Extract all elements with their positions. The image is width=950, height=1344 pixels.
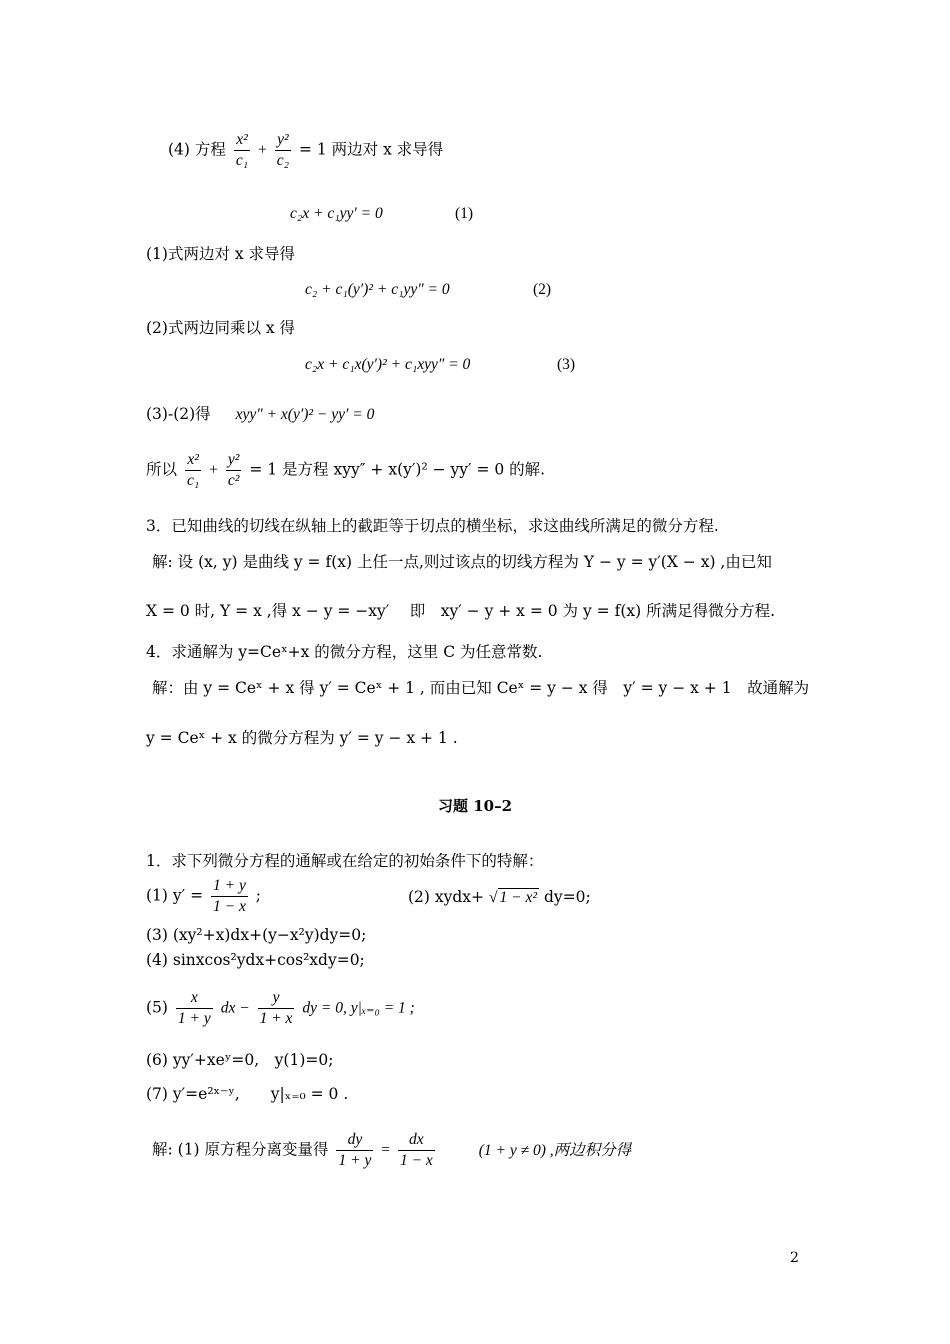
- denominator: c₁: [186, 472, 200, 489]
- denominator: c₁: [235, 152, 249, 169]
- equation-2: c₂ + c₁(y′)² + c₁yy″ = 0: [305, 281, 450, 298]
- numerator: x: [176, 988, 213, 1009]
- numerator: x²: [185, 450, 201, 471]
- text: (5): [146, 998, 168, 1017]
- text: (1) y′ =: [146, 886, 204, 905]
- text: (1 + y ≠ 0) ,两边积分得: [478, 1141, 632, 1159]
- denominator: 1 + x: [259, 1010, 293, 1027]
- numerator: 1 + y: [211, 876, 248, 897]
- solution-1-line: [152, 1130, 631, 1171]
- radicand: 1 − x²: [499, 889, 537, 906]
- denominator: 1 + y: [338, 1152, 372, 1169]
- plus-sign: +: [209, 461, 218, 479]
- conclusion-line: [146, 450, 545, 491]
- solution-text: 解：由 y = Ceˣ + x 得 y′ = Ceˣ + 1 , 而由已知 Ceˣ = y − x 得 y′ = y − x + 1 故通解为: [152, 679, 810, 697]
- text: = 1 是方程 xyy″ + x(y′)² − yy′ = 0 的解.: [249, 460, 546, 479]
- denominator: c₂: [276, 152, 290, 169]
- denominator: 1 + y: [177, 1010, 211, 1027]
- text: (4) 方程: [168, 140, 226, 159]
- exercise-2: [408, 887, 591, 908]
- fraction: [336, 1130, 373, 1171]
- text: = 1 两边对 x 求导得: [298, 140, 444, 159]
- numerator: dy: [336, 1130, 373, 1151]
- exercise-1: [146, 876, 261, 917]
- fraction: [211, 876, 248, 917]
- page-number: 2: [790, 1250, 799, 1266]
- section-title: 习题 10–2: [437, 797, 513, 815]
- numerator: y²: [275, 130, 291, 151]
- solution-text: X = 0 时, Y = x ,得 x − y = −xy′ 即 xy′ − y + x = 0 为 y = f(x) 所满足得微分方程.: [146, 602, 776, 620]
- text: 所以: [146, 460, 178, 479]
- exercise-6: (6) yy′+xeʸ=0, y(1)=0;: [146, 1051, 334, 1069]
- equation-3: c₂x + c₁x(y′)² + c₁xyy″ = 0: [305, 356, 471, 373]
- exercise-4: (4) sinxcos²ydx+cos²xdy=0;: [146, 951, 365, 969]
- denominator: 1 − x: [213, 898, 246, 915]
- exercise-3: (3) (xy²+x)dx+(y−x²y)dy=0;: [146, 926, 367, 944]
- problem-3: 3．已知曲线的切线在纵轴上的截距等于切点的横坐标，求这曲线所满足的微分方程.: [146, 517, 719, 535]
- text: dy = 0, y|ₓ₌₀ = 1 ;: [302, 999, 415, 1017]
- plus-sign: +: [258, 141, 267, 159]
- text: (2) xydx+: [408, 888, 485, 906]
- question-1: 1．求下列微分方程的通解或在给定的初始条件下的特解：: [146, 852, 544, 870]
- text: (3)-(2)得: [146, 405, 211, 423]
- text-line: (1)式两边对 x 求导得: [146, 245, 296, 263]
- problem-4: 4．求通解为 y=Ceˣ+x 的微分方程，这里 C 为任意常数.: [146, 643, 543, 661]
- denominator: c²: [227, 472, 240, 489]
- denominator: 1 − x: [399, 1152, 433, 1169]
- fraction: [275, 130, 291, 171]
- solution-text: y = Ceˣ + x 的微分方程为 y′ = y − x + 1 .: [146, 729, 458, 747]
- equation-tag-1: (1): [455, 205, 474, 222]
- exercise-5: [146, 988, 415, 1029]
- numerator: x²: [234, 130, 250, 151]
- derived-equation-line: [146, 404, 374, 425]
- text: 解: (1) 原方程分离变量得: [152, 1140, 329, 1159]
- sqrt-icon: √: [488, 889, 498, 906]
- fraction: [258, 988, 295, 1029]
- fraction: [398, 1130, 435, 1171]
- equals-sign: =: [381, 1141, 391, 1159]
- fraction: [176, 988, 213, 1029]
- text: dy=0;: [543, 888, 591, 906]
- text-line: (2)式两边同乘以 x 得: [146, 319, 296, 337]
- solution-text: 解: 设 (x, y) 是曲线 y = f(x) 上任一点,则过该点的切线方程为 Y − y = y′(X − x) ,由已知: [152, 553, 772, 571]
- equation-1: c₂x + c₁yy′ = 0: [290, 205, 383, 222]
- exercise-7: (7) y′=e²ˣ⁻ʸ, y|ₓ₌₀ = 0 .: [146, 1085, 349, 1103]
- fraction: [185, 450, 201, 491]
- text: ;: [255, 886, 262, 905]
- problem-4-equation-line: [168, 130, 443, 171]
- fraction: [234, 130, 250, 171]
- text: dx −: [220, 999, 250, 1017]
- numerator: y: [258, 988, 295, 1009]
- numerator: y²: [226, 450, 242, 471]
- equation: xyy″ + x(y′)² − yy′ = 0: [235, 406, 375, 423]
- fraction: [226, 450, 242, 491]
- numerator: dx: [398, 1130, 435, 1151]
- equation-tag-2: (2): [533, 281, 552, 298]
- equation-tag-3: (3): [557, 356, 576, 373]
